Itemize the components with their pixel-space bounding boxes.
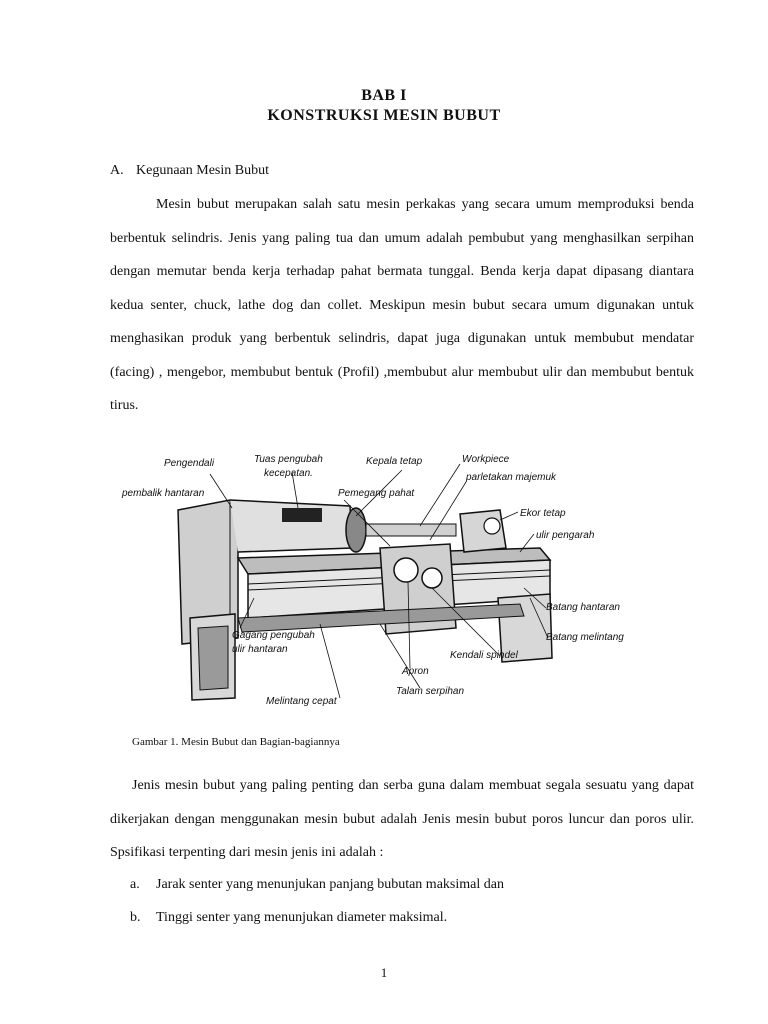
- label-parletakan: parletakan majemuk: [466, 472, 557, 483]
- label-talam: Talam serpihan: [396, 686, 465, 697]
- section-title: Kegunaan Mesin Bubut: [136, 163, 269, 178]
- label-batang-hantaran: Batang hantaran: [546, 602, 620, 613]
- list-text: Tinggi senter yang menunjukan diameter maksimal.: [156, 910, 448, 925]
- label-tuas-1: Tuas pengubah: [254, 454, 323, 465]
- chapter-number: BAB I: [361, 87, 407, 104]
- label-kendali: Kendali spindel: [450, 650, 518, 661]
- section-heading: [110, 163, 269, 179]
- list-marker: a.: [130, 877, 140, 892]
- label-ekor: Ekor tetap: [520, 508, 566, 519]
- label-workpiece: Workpiece: [462, 454, 510, 465]
- lathe-figure: [120, 448, 660, 710]
- paragraph-intro: [110, 188, 694, 423]
- paragraph-types: [110, 769, 694, 870]
- label-pembalik: pembalik hantaran: [122, 488, 205, 499]
- list-text: Jarak senter yang menunjukan panjang bubutan maksimal dan: [156, 877, 504, 892]
- list-item: [130, 910, 447, 926]
- paragraph-types-text: Jenis mesin bubut yang paling penting dan serba guna dalam membuat segala sesuatu yang dapat dikerjakan dengan menggunakan mesin bubut adalah Jenis mesin bubut poros luncur dan poros ulir. Spsifikasi terpenting dari mesin jenis ini adalah :: [110, 778, 694, 860]
- label-gagang-1: Gagang pengubah: [232, 630, 315, 641]
- label-ulir: ulir pengarah: [536, 530, 595, 541]
- label-pengendali: Pengendali: [164, 458, 215, 469]
- chapter-title: KONSTRUKSI MESIN BUBUT: [267, 107, 501, 124]
- label-tuas-2: kecepatan.: [264, 468, 313, 479]
- label-batang-melintang: Batang melintang: [546, 632, 624, 643]
- lathe-illustration: [120, 448, 660, 710]
- label-gagang-2: ulir hantaran: [232, 644, 288, 655]
- figure-caption: Gambar 1. Mesin Bubut dan Bagian-bagiannya: [132, 736, 340, 748]
- list-marker: b.: [130, 910, 141, 925]
- label-pemegang: Pemegang pahat: [338, 488, 415, 499]
- section-marker: A.: [110, 163, 124, 178]
- paragraph-intro-text: Mesin bubut merupakan salah satu mesin perkakas yang secara umum memproduksi benda berbentuk selindris. Jenis yang paling tua dan umum adalah pembubut yang menghasilkan serpihan dengan memutar benda kerja terhadap pahat bermata tunggal. Benda kerja dapat dipasang diantara kedua senter, chuck, lathe dog dan collet. Meskipun mesin bubut secara umum digunakan untuk menghasikan produk yang berbentuk selindris, dapat juga digunakan untuk membubut mendatar (facing) , mengebor, membubut bentuk (Profil) ,membubut alur membubut ulir dan membubut bentuk tirus.: [110, 197, 694, 413]
- list-item: [130, 877, 504, 893]
- label-melintang-cepat: Melintang cepat: [266, 696, 337, 707]
- page-number: 1: [380, 965, 388, 980]
- label-kepala: Kepala tetap: [366, 456, 423, 467]
- label-apron: Apron: [402, 666, 429, 677]
